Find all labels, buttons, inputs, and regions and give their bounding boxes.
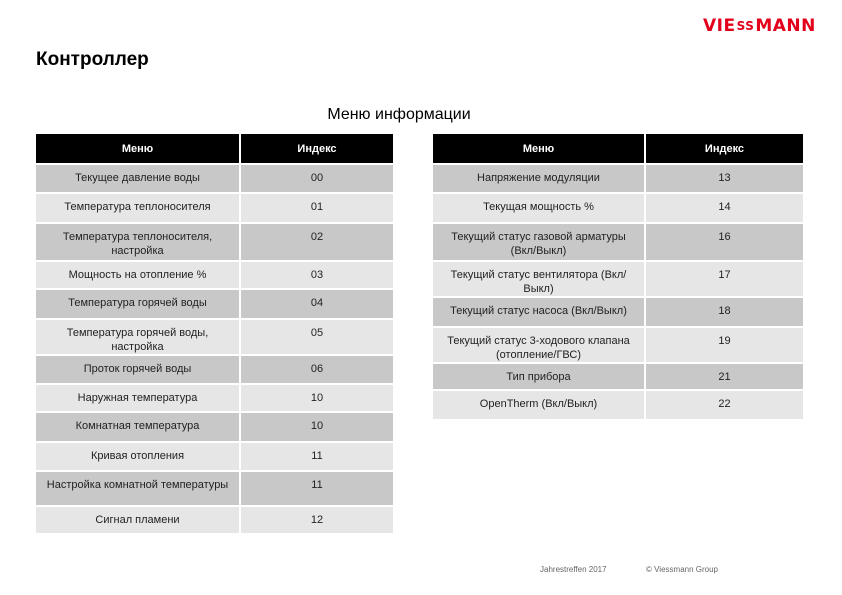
table-row [433, 326, 803, 362]
viessmann-logo [703, 14, 816, 38]
table-row [36, 505, 393, 533]
menu-cell: Комнатная температура [36, 411, 241, 441]
index-cell: 01 [241, 192, 393, 222]
index-cell: 21 [646, 362, 803, 389]
menu-cell: Мощность на отопление % [36, 260, 241, 288]
table-row [433, 222, 803, 260]
table-row [433, 389, 803, 419]
menu-cell: Текущее давление воды [36, 163, 241, 192]
index-cell: 10 [241, 411, 393, 441]
logo-text-right: MANN [755, 16, 816, 36]
table-row [36, 354, 393, 383]
index-cell: 13 [646, 163, 803, 192]
index-cell: 02 [241, 222, 393, 260]
menu-cell: Текущий статус 3-ходового клапана (отопление/ГВС) [433, 326, 646, 362]
table-row [36, 222, 393, 260]
index-cell: 19 [646, 326, 803, 362]
info-menu-table-right [433, 134, 803, 419]
table-row [433, 260, 803, 296]
index-cell: 11 [241, 470, 393, 505]
table-row [36, 411, 393, 441]
menu-cell: Напряжение модуляции [433, 163, 646, 192]
menu-cell: Наружная температура [36, 383, 241, 411]
menu-cell: Проток горячей воды [36, 354, 241, 383]
menu-cell: Температура теплоносителя [36, 192, 241, 222]
table-row [433, 163, 803, 192]
index-cell: 10 [241, 383, 393, 411]
menu-cell: Температура горячей воды [36, 288, 241, 318]
index-cell: 17 [646, 260, 803, 296]
table-row [433, 362, 803, 389]
table-row [36, 441, 393, 470]
column-header-index: Индекс [241, 134, 393, 163]
menu-cell: OpenTherm (Вкл/Выкл) [433, 389, 646, 419]
index-cell: 00 [241, 163, 393, 192]
table-row [36, 383, 393, 411]
index-cell: 16 [646, 222, 803, 260]
column-header-menu: Меню [36, 134, 241, 163]
footer-copyright: © Viessmann Group [646, 565, 719, 574]
menu-cell: Кривая отопления [36, 441, 241, 470]
logo-text-left: VIE [703, 16, 736, 36]
table-row [36, 192, 393, 222]
footer-event: Jahrestreffen 2017 [540, 565, 607, 574]
index-cell: 05 [241, 318, 393, 354]
index-cell: 18 [646, 296, 803, 326]
logo-ss-mark: SS [736, 19, 755, 33]
index-cell: 22 [646, 389, 803, 419]
table-row [433, 296, 803, 326]
menu-cell: Текущий статус вентилятора (Вкл/Выкл) [433, 260, 646, 296]
index-cell: 06 [241, 354, 393, 383]
menu-cell: Текущий статус насоса (Вкл/Выкл) [433, 296, 646, 326]
column-header-menu: Меню [433, 134, 646, 163]
menu-cell: Текущий статус газовой арматуры (Вкл/Выкл) [433, 222, 646, 260]
table-row [36, 163, 393, 192]
menu-cell: Настройка комнатной температуры [36, 470, 241, 505]
index-cell: 14 [646, 192, 803, 222]
index-cell: 03 [241, 260, 393, 288]
table-row [433, 192, 803, 222]
menu-cell: Температура теплоносителя, настройка [36, 222, 241, 260]
index-cell: 04 [241, 288, 393, 318]
menu-cell: Тип прибора [433, 362, 646, 389]
index-cell: 11 [241, 441, 393, 470]
page-title: Контроллер [36, 49, 149, 70]
menu-cell: Сигнал пламени [36, 505, 241, 533]
menu-cell: Температура горячей воды, настройка [36, 318, 241, 354]
table-row [36, 260, 393, 288]
table-row [36, 288, 393, 318]
table-row [36, 470, 393, 505]
menu-cell: Текущая мощность % [433, 192, 646, 222]
table-row [36, 318, 393, 354]
info-menu-table-left [36, 134, 393, 533]
index-cell: 12 [241, 505, 393, 533]
section-title: Меню информации [327, 106, 471, 123]
column-header-index: Индекс [646, 134, 803, 163]
